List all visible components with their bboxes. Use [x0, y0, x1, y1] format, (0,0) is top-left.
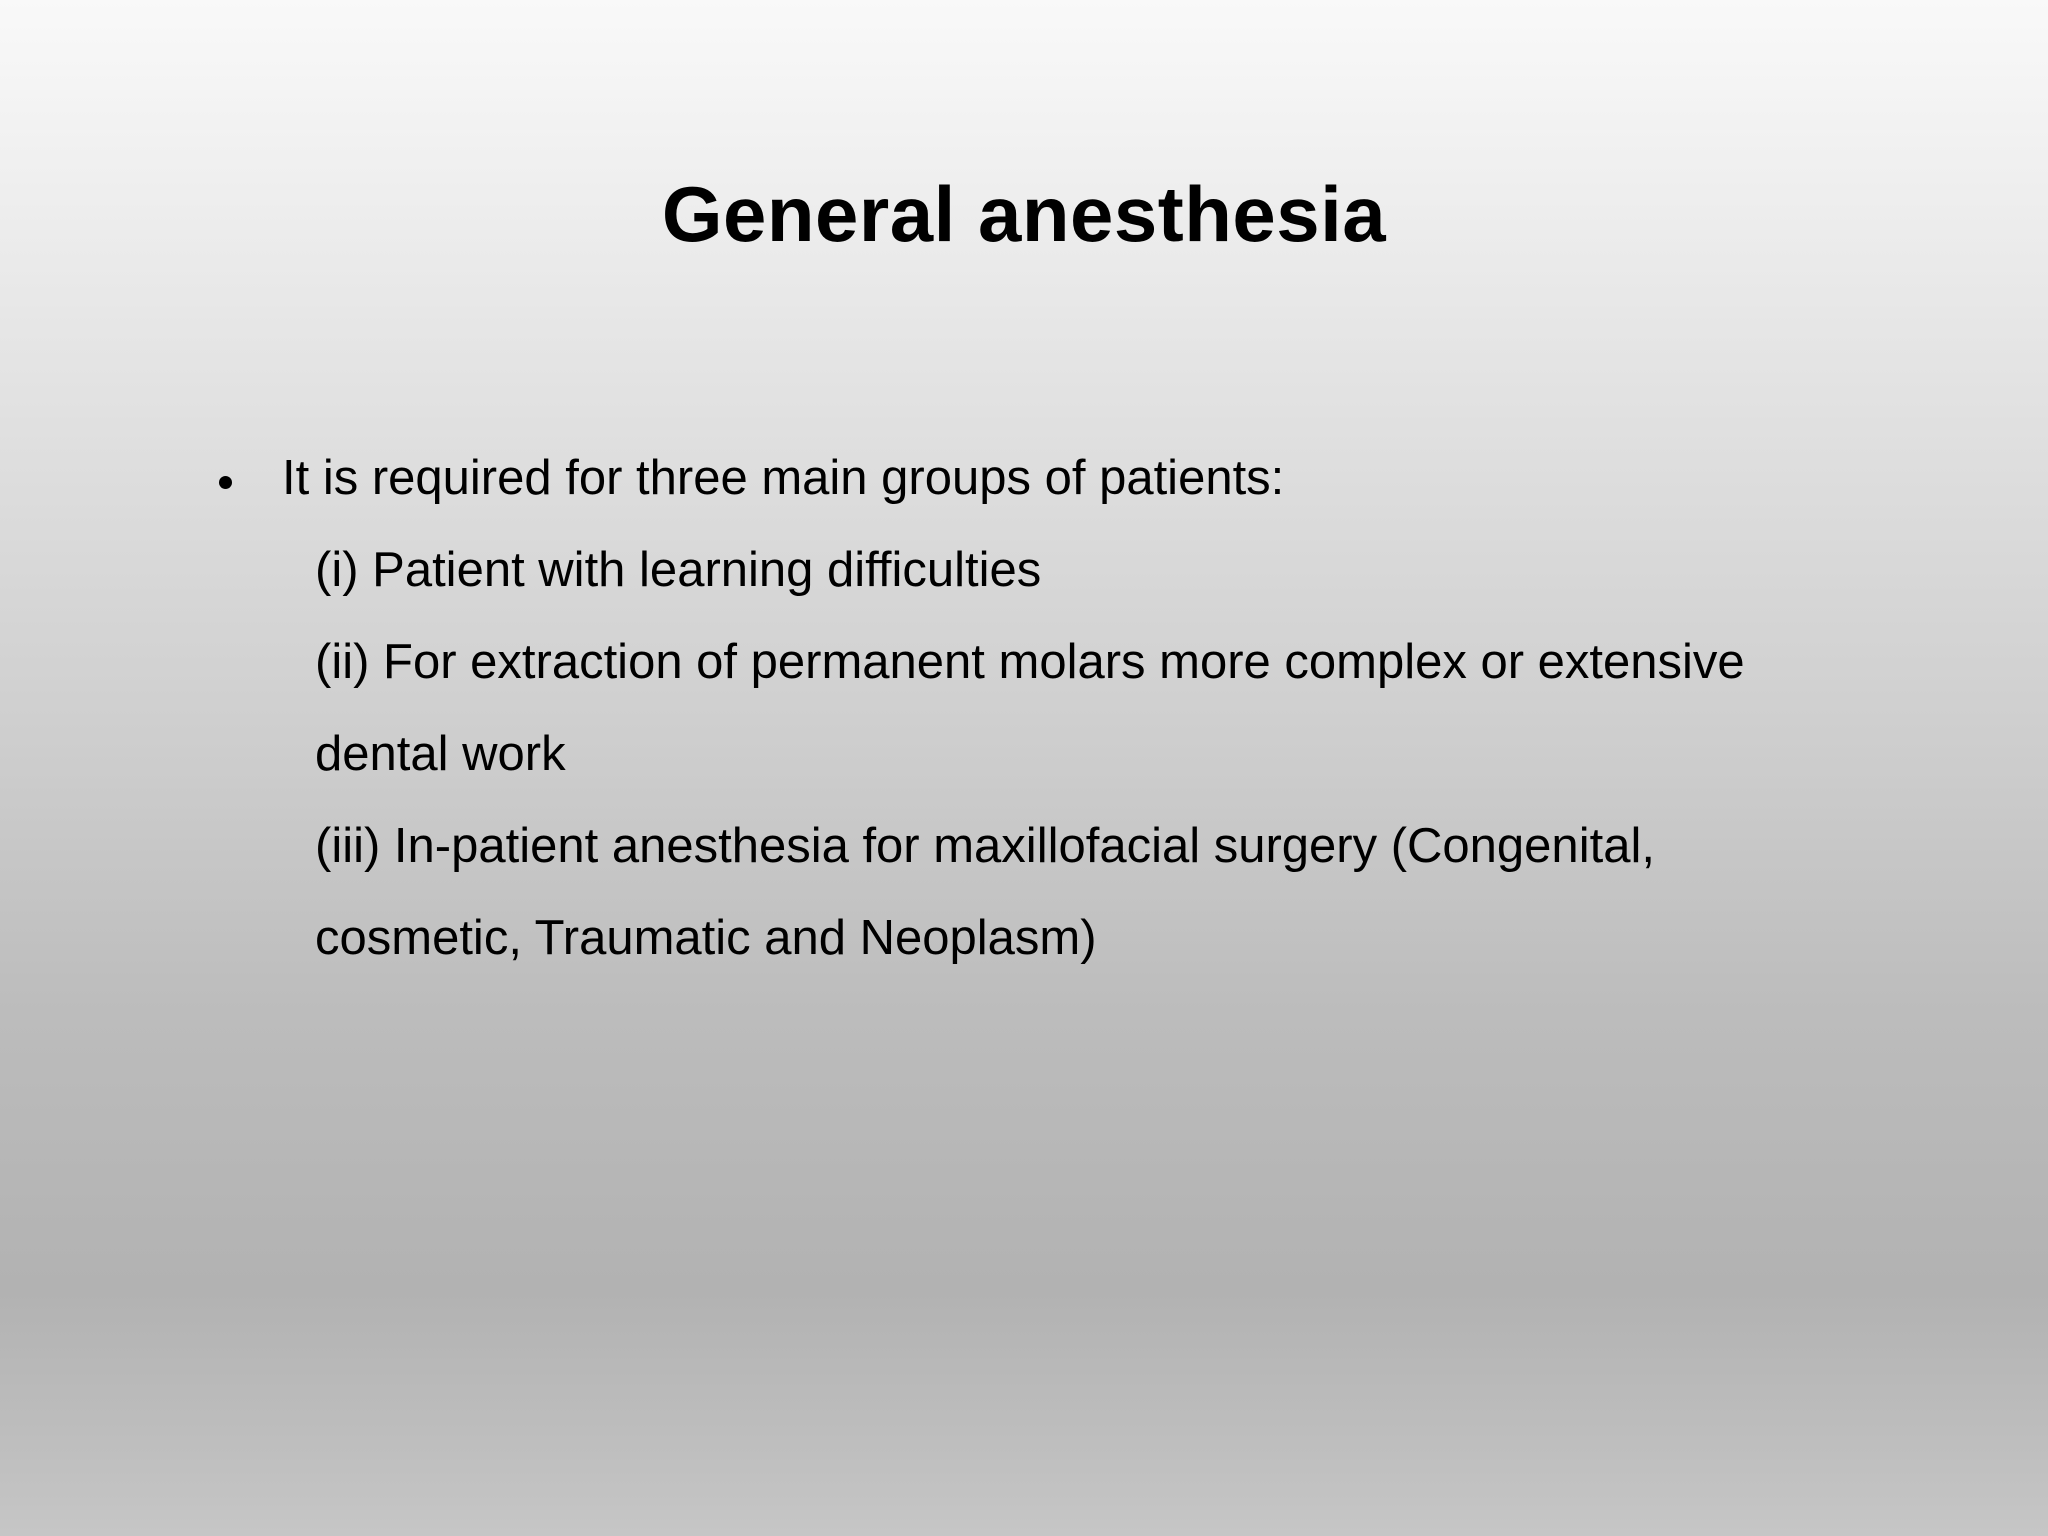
- sub-item-line: (i) Patient with learning difficulties: [315, 543, 1042, 597]
- sub-item-line: (ii) For extraction of permanent molars more complex or extensive: [315, 635, 1745, 689]
- bullet-text: It is required for three main groups of patients:: [282, 451, 1285, 505]
- sub-item-line: (iii) In-patient anesthesia for maxillofacial surgery (Congenital,: [315, 819, 1655, 873]
- sub-item-line: cosmetic, Traumatic and Neoplasm): [315, 911, 1097, 965]
- slide-title: General anesthesia: [661, 170, 1387, 258]
- bullet-item: [210, 432, 1910, 524]
- bullet-dot-icon: [210, 432, 240, 524]
- slide-body: [210, 432, 1910, 984]
- sub-item-list: [210, 524, 1910, 984]
- sub-item-line: dental work: [315, 727, 566, 781]
